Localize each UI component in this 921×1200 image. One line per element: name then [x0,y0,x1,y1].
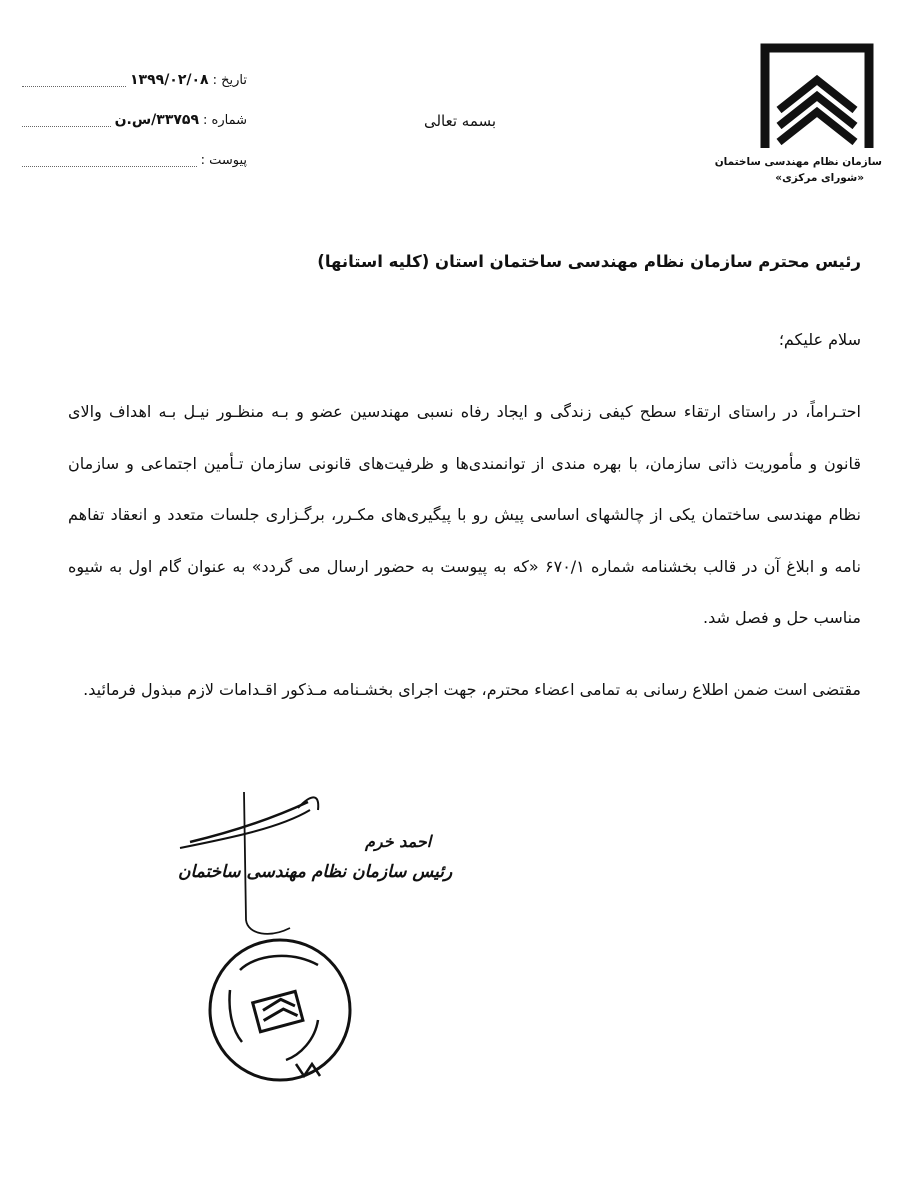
organization-name: سازمان نظام مهندسی ساختمان [714,156,882,168]
organization-logo [714,40,882,200]
attachment-label: پیوست : [200,152,247,168]
organization-subtitle: «شورای مرکزی» [775,172,864,184]
greeting: سلام علیکم؛ [778,330,861,349]
date-dotted-line [22,74,126,87]
number-label: شماره : [203,112,247,128]
attachment-field [22,140,247,180]
date-field [22,60,247,100]
number-value: ۳۳۷۵۹/س.ن [114,112,200,128]
attachment-dotted-line [22,154,197,167]
date-value: ۱۳۹۹/۰۲/۰۸ [130,72,209,88]
number-field [22,100,247,140]
signatory-name: احمد خرم [365,832,432,851]
logo-emblem-icon [757,40,877,152]
invocation-text: بسمه تعالی [423,112,497,130]
number-dotted-line [22,114,111,127]
body-paragraph-2: مقتضی است ضمن اطلاع رسانی به تمامی اعضاء محترم، جهت اجرای بخشـنامه مـذکور اقـدامات لازم مبذول فرمائید. [83,680,861,699]
letter-meta [22,60,247,180]
body-paragraph-1: احتـراماً، در راستای ارتقاء سطح کیفی زندگی و ایجاد رفاه نسبی مهندسین عضو و بـه منظـور نیـل بـه اهداف والای قانون و مأموریت ذاتی سازمان، با بهره مندی از توانمندی‌ها و ظرفیت‌های قانونی سازمان تـأمین اجتماعی و سازمان نظام مهندسی ساختمان یکی از چالشهای اساسی پیش رو با پیگیری‌های مکـرر، برگـزاری جلسات متعدد و انعقاد تفاهم نامه و ابلاغ آن در قالب بخشنامه شماره ۶۷۰/۱ «که به پیوست به حضور ارسال می گردد» به عنوان گام اول به شیوه مناسب حل و فصل شد. [68,402,861,627]
official-stamp-icon [200,930,360,1090]
signatory-title: رئیس سازمان نظام مهندسی ساختمان [178,862,453,882]
recipient-line: رئیس محترم سازمان نظام مهندسی ساختمان استان (کلیه استانها) [317,252,861,271]
date-label: تاریخ : [212,72,247,88]
